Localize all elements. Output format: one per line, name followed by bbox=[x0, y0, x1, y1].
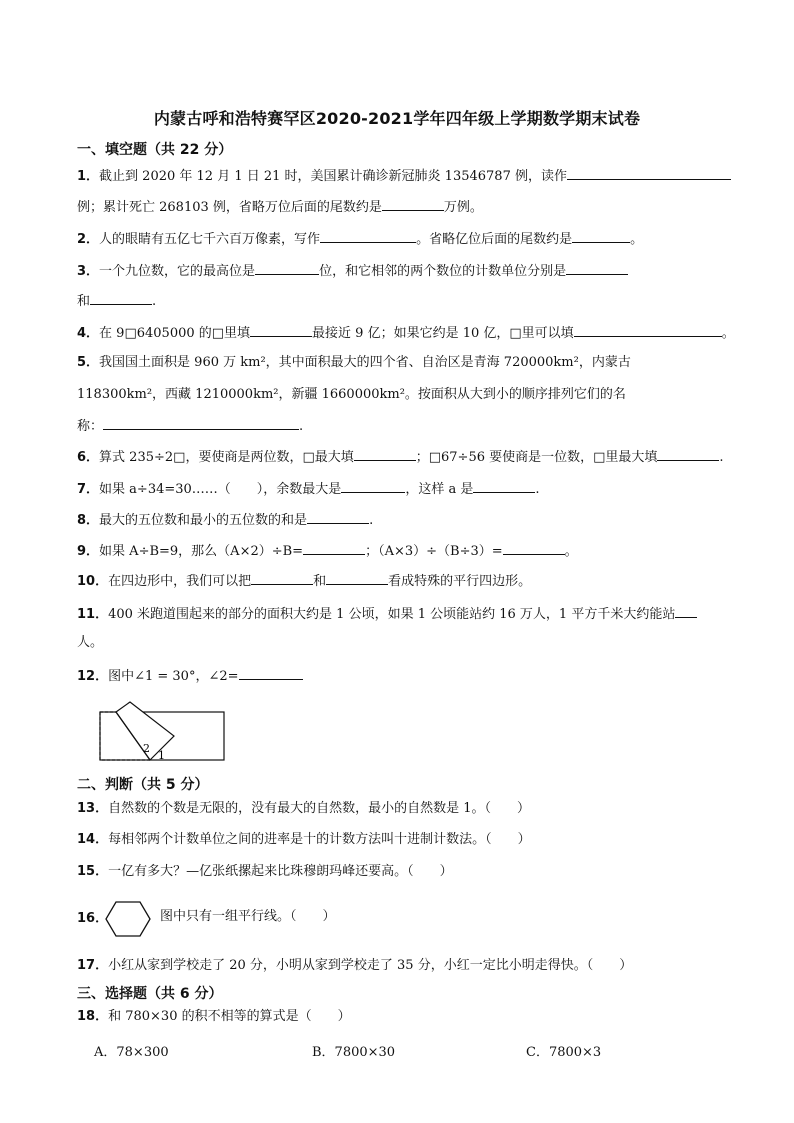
answer-blank[interactable] bbox=[503, 540, 565, 555]
page-title: 内蒙古呼和浩特赛罕区2020-2021学年四年级上学期数学期末试卷 bbox=[153, 109, 641, 128]
question-text: 看成特殊的平行四边形。 bbox=[388, 574, 532, 589]
question-text: 如果 A÷B=9，那么（A×2）÷B= bbox=[99, 544, 304, 559]
question-5-line-2 bbox=[77, 385, 747, 405]
answer-blank[interactable] bbox=[251, 570, 313, 585]
option-c[interactable]: C．7800×3 bbox=[526, 1045, 602, 1060]
option-b[interactable]: B．7800×30 bbox=[312, 1045, 396, 1060]
question-10 bbox=[77, 570, 747, 592]
answer-blank[interactable] bbox=[341, 478, 405, 493]
answer-blank[interactable] bbox=[90, 290, 152, 305]
question-number: 6． bbox=[77, 450, 100, 465]
question-text: 自然数的个数是无限的，没有最大的自然数，最小的自然数是 1。（ ） bbox=[108, 801, 530, 816]
question-6 bbox=[77, 446, 747, 468]
answer-blank[interactable] bbox=[574, 322, 722, 337]
question-number: 2． bbox=[77, 232, 100, 247]
question-5 bbox=[77, 353, 747, 373]
answer-blank[interactable] bbox=[382, 196, 444, 211]
question-text: 和 780×30 的积不相等的算式是（ ） bbox=[108, 1009, 351, 1024]
hexagon-figure bbox=[104, 899, 152, 939]
question-number: 15． bbox=[77, 864, 109, 879]
question-15 bbox=[77, 862, 747, 882]
question-text: . bbox=[299, 419, 304, 434]
question-number: 7． bbox=[77, 482, 100, 497]
question-text: 一亿有多大？—亿张纸摞起来比珠穆朗玛峰还要高。（ ） bbox=[108, 864, 453, 879]
answer-blank[interactable] bbox=[303, 540, 365, 555]
question-text: 万例。 bbox=[443, 200, 483, 215]
question-text: 400 米跑道围起来的部分的面积大约是 1 公顷，如果 1 公顷能站约 16 万人，1 平方千米大约能站 bbox=[108, 607, 676, 622]
question-8 bbox=[77, 509, 747, 531]
question-7 bbox=[77, 478, 747, 500]
question-text: 在四边形中，我们可以把 bbox=[108, 574, 252, 589]
question-text: . bbox=[535, 482, 540, 497]
question-text: 小红从家到学校走了 20 分，小明从家到学校走了 35 分，小红一定比小明走得快。（ ） bbox=[108, 958, 633, 973]
question-text: 。 bbox=[564, 544, 578, 559]
question-13 bbox=[77, 799, 747, 819]
question-14 bbox=[77, 830, 747, 850]
option-a[interactable]: A．78×300 bbox=[94, 1045, 169, 1060]
question-number: 1． bbox=[77, 169, 100, 184]
question-18 bbox=[77, 1007, 747, 1027]
question-text: 如果 a÷34=30……（ ），余数最大是 bbox=[99, 482, 342, 497]
answer-blank[interactable] bbox=[572, 228, 630, 243]
section-judgment: 二、判断（共 5 分） bbox=[77, 777, 209, 793]
question-number: 8． bbox=[77, 513, 100, 528]
question-text: 每相邻两个计数单位之间的进率是十的计数方法叫十进制计数法。（ ） bbox=[108, 832, 531, 847]
question-text: ，这样 a 是 bbox=[405, 482, 474, 497]
question-4 bbox=[77, 322, 747, 344]
question-text: 人的眼睛有五亿七千六百万像素，写作 bbox=[99, 232, 321, 247]
question-number: 11． bbox=[77, 607, 109, 622]
question-text: 例；累计死亡 268103 例，省略万位后面的尾数约是 bbox=[77, 200, 382, 215]
question-text: 人。 bbox=[77, 635, 104, 650]
answer-blank[interactable] bbox=[473, 478, 535, 493]
question-text: 图中只有一组平行线。（ ） bbox=[160, 909, 336, 924]
question-text: 位，和它相邻的两个数位的计数单位分别是 bbox=[319, 264, 567, 279]
question-11 bbox=[77, 603, 747, 625]
question-number: 10． bbox=[77, 574, 109, 589]
question-number: 9． bbox=[77, 544, 100, 559]
question-text: 118300km²，西藏 1210000km²，新疆 1660000km²。按面积从大到小的顺序排列它们的名 bbox=[77, 387, 626, 402]
question-text: 最大的五位数和最小的五位数的和是 bbox=[99, 513, 308, 528]
question-text: ；（A×3）÷（B÷3）= bbox=[365, 544, 503, 559]
question-11-line-2 bbox=[77, 633, 747, 653]
question-text: 最接近 9 亿；如果它约是 10 亿，□里可以填 bbox=[312, 326, 574, 341]
question-text: 截止到 2020 年 12 月 1 日 21 时，美国累计确诊新冠肺炎 13546787 例，读作 bbox=[99, 169, 567, 184]
question-text: 称： bbox=[77, 419, 104, 434]
answer-blank[interactable] bbox=[566, 260, 628, 275]
question-number: 18． bbox=[77, 1009, 109, 1024]
question-12 bbox=[77, 665, 747, 687]
question-number: 16． bbox=[77, 911, 109, 926]
answer-blank[interactable] bbox=[255, 260, 319, 275]
question-2 bbox=[77, 228, 747, 250]
answer-blank[interactable] bbox=[567, 165, 731, 180]
question-text: 。 bbox=[630, 232, 644, 247]
question-text: 和 bbox=[313, 574, 327, 589]
question-text: 和 bbox=[77, 294, 91, 309]
question-1-line-2 bbox=[77, 196, 747, 218]
question-5-line-3 bbox=[77, 415, 747, 437]
answer-blank[interactable] bbox=[675, 603, 697, 618]
question-17 bbox=[77, 956, 747, 976]
answer-blank[interactable] bbox=[239, 665, 303, 680]
answer-blank[interactable] bbox=[354, 446, 416, 461]
question-text: . bbox=[152, 294, 157, 309]
question-3-line-2 bbox=[77, 290, 747, 312]
question-3 bbox=[77, 260, 747, 282]
question-number: 3． bbox=[77, 264, 100, 279]
question-number: 12． bbox=[77, 669, 109, 684]
section-fill-in: 一、填空题（共 22 分） bbox=[77, 142, 233, 158]
question-number: 4． bbox=[77, 326, 100, 341]
answer-blank[interactable] bbox=[103, 415, 299, 430]
angle-1-label: 1 bbox=[158, 749, 165, 762]
section-multiple-choice: 三、选择题（共 6 分） bbox=[77, 986, 223, 1002]
question-1 bbox=[77, 165, 747, 187]
question-9 bbox=[77, 540, 747, 562]
question-text: 我国国土面积是 960 万 km²，其中面积最大的四个省、自治区是青海 720000km²，内蒙古 bbox=[99, 355, 631, 370]
question-text: . bbox=[369, 513, 374, 528]
answer-blank[interactable] bbox=[320, 228, 416, 243]
question-text: ；□67÷56 要使商是一位数，□里最大填 bbox=[415, 450, 658, 465]
question-16-text bbox=[160, 907, 560, 927]
question-text: . bbox=[719, 450, 724, 465]
folded-rectangle-figure bbox=[96, 700, 228, 764]
question-number: 13． bbox=[77, 801, 109, 816]
question-text: 图中∠1 = 30°，∠2= bbox=[108, 669, 239, 684]
answer-blank[interactable] bbox=[657, 446, 719, 461]
question-text: 在 9□6405000 的□里填 bbox=[99, 326, 251, 341]
question-text: 一个九位数，它的最高位是 bbox=[99, 264, 256, 279]
question-text: 。 bbox=[721, 326, 735, 341]
question-number: 5． bbox=[77, 355, 100, 370]
answer-blank[interactable] bbox=[307, 509, 369, 524]
question-text: 。省略亿位后面的尾数约是 bbox=[416, 232, 573, 247]
question-number: 17． bbox=[77, 958, 109, 973]
question-number: 14． bbox=[77, 832, 109, 847]
answer-blank[interactable] bbox=[326, 570, 388, 585]
question-text: 算式 235÷2□，要使商是两位数，□最大填 bbox=[99, 450, 354, 465]
answer-blank[interactable] bbox=[250, 322, 312, 337]
angle-2-label: 2 bbox=[143, 742, 150, 755]
